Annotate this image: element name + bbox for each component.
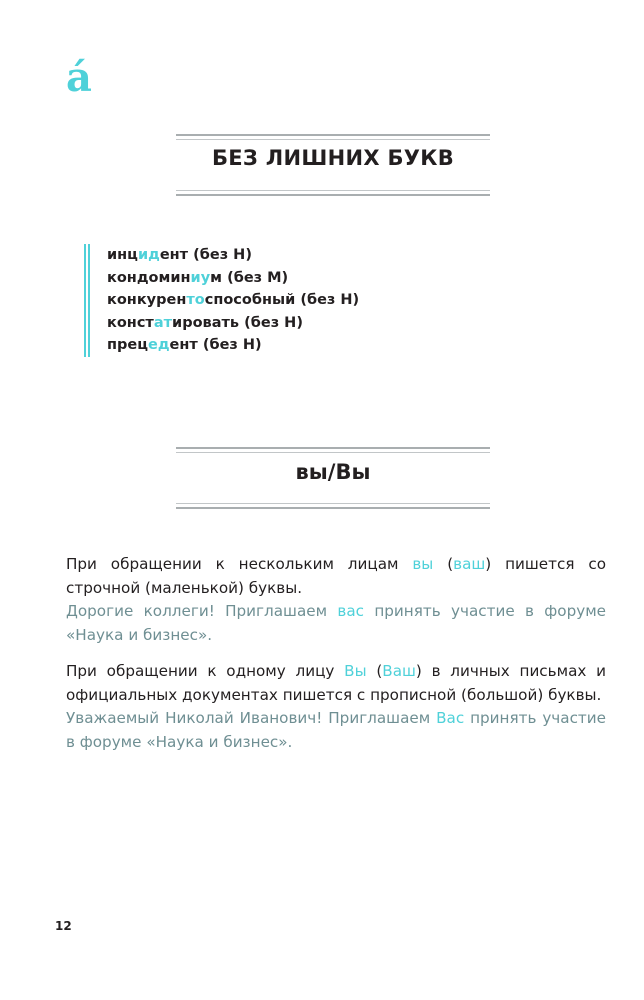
paragraph-singular: При обращении к одному лицу Вы (Ваш) в личных письмах и официальных документах пишется с прописной (большой) буквы. Уважаемый Николай Иванович! Приглашаем Вас принять участие в форуме «Наука и бизнес».: [66, 662, 606, 751]
publisher-logo: á: [66, 54, 92, 101]
list-item: прецедент (без Н): [107, 337, 262, 353]
section-title-you: вы/Вы: [295, 460, 371, 484]
paragraph-plural: При обращении к нескольким лицам вы (ваш) пишется со строчной (маленькой) буквы. Дорогие коллеги! Приглашаем вас принять участие в форуме «Наука и бизнес».: [66, 555, 607, 644]
title-rule-bottom: [176, 503, 490, 509]
list-item: констатировать (без Н): [107, 314, 303, 331]
title-rule-bottom: [176, 190, 490, 196]
example-text: Дорогие коллеги! Приглашаем вас принять участие в форуме «Наука и бизнес».: [66, 602, 607, 644]
example-text: Уважаемый Николай Иванович! Приглашаем Вас принять участие в форуме «Наука и бизнес».: [66, 709, 606, 751]
title-rule-top: [176, 447, 490, 453]
section-title-extra-letters: БЕЗ ЛИШНИХ БУКВ: [211, 146, 455, 170]
title-rule-top: [176, 134, 490, 140]
list-item: инцидент (без Н): [107, 247, 252, 263]
word-list: [84, 244, 359, 357]
page-number: 12: [55, 919, 72, 933]
list-item: конкурентоспособный (без Н): [107, 292, 360, 308]
list-item: кондоминиум (без М): [107, 269, 289, 286]
